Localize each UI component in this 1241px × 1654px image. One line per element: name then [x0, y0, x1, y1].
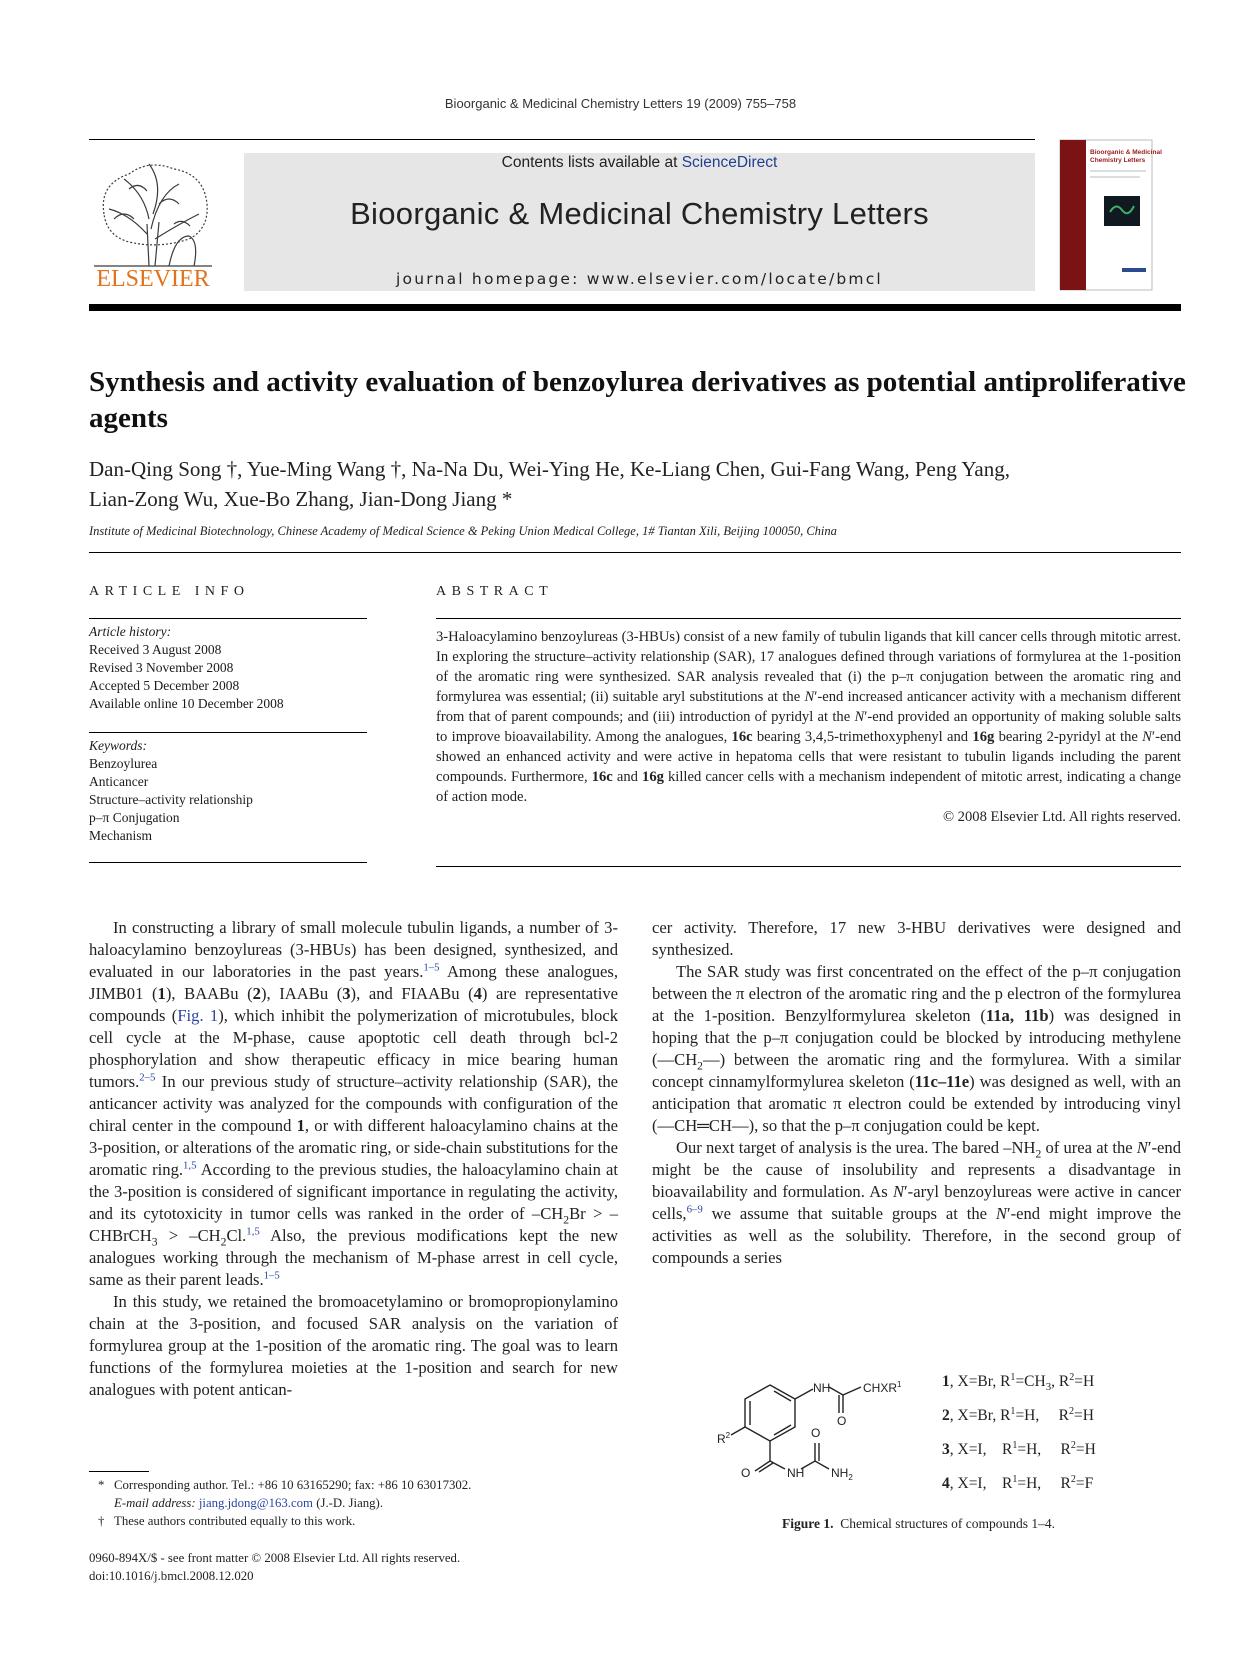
keyword: Structure–activity relationship — [89, 792, 253, 807]
journal-homepage[interactable]: journal homepage: www.elsevier.com/locate/bmcl — [396, 270, 883, 288]
journal-title: Bioorganic & Medicinal Chemistry Letters — [350, 196, 929, 231]
history-revised: Revised 3 November 2008 — [89, 660, 234, 675]
journal-reference: Bioorganic & Medicinal Chemistry Letters 19 (2009) 755–758 — [444, 96, 797, 111]
equal-contribution-note: † These authors contributed equally to this work. — [98, 1514, 356, 1528]
history-accepted: Accepted 5 December 2008 — [89, 678, 240, 693]
compound-3: 3, X=I, $R^1=H$, $R^2=H$ — [942, 1439, 1096, 1458]
article-history — [89, 623, 367, 713]
keyword: Mechanism — [89, 828, 152, 843]
compound-list — [942, 1365, 1182, 1501]
abstract-rule — [436, 618, 1181, 619]
article-info-heading: ARTICLE INFO — [89, 584, 250, 599]
abstract-heading: ABSTRACT — [436, 584, 554, 599]
svg-text:O: O — [837, 1414, 847, 1428]
article-title: Synthesis and activity evaluation of benzoylurea derivatives as potential antiproliferative agents — [89, 366, 1186, 434]
keyword: Anticancer — [89, 774, 149, 789]
abstract-text: 3-Haloacylamino benzoylureas (3-HBUs) consist of a new family of tubulin ligands that kill cancer cells through mitotic arrest. In exploring the structure–activity relationship (SAR), 17 analogues defined through variations of formylurea at the 1-position of the aromatic ring were synthesized. SAR analysis revealed that (i) the p–π conjugation between the aromatic ring and formylurea was essential; (ii) suitable aryl substitutions at the N′-end increased anticancer activity with a mechanism different from that of parent compounds; and (iii) introduction of pyridyl at the N′-end provided an opportunity of making soluble salts to improve bioavailability. Among the analogues, 16c bearing 3,4,5-trimethoxyphenyl and 16g bearing 2-pyridyl at the N′-end showed an enhanced activity and were active in hepatoma cells that were resistant to tubulin ligands including the parent compounds. Furthermore, 16c and 16g killed cancer cells with a mechanism independent of mitotic arrest, indicating a change of action mode. © 2008 Elsevier Ltd. All rights reserved. — [436, 629, 1182, 825]
affiliation: Institute of Medicinal Biotechnology, Chinese Academy of Medical Science & Peking Union Medical College, 1# Tiantan Xili, Beijing 100050, China — [89, 524, 837, 538]
svg-text:NH: NH — [787, 1466, 805, 1480]
figure-caption — [656, 1516, 1181, 1532]
svg-text:NH: NH — [813, 1381, 831, 1395]
svg-text:NH2: $NH_2$ — [831, 1466, 853, 1482]
header-thick-rule — [89, 304, 1181, 311]
paragraph: In constructing a library of small molecule tubulin ligands, a number of 3-haloacylamino benzoylureas (3-HBUs) has been designed, synthesized, and evaluated in our laboratories in the past years.$^{1-5}$ Among these analogues, JIMB01 (1), BAABu (2), IAABu (3), and FIAABu (4) are representative compounds (Fig. 1), which inhibit the polymerization of microtubules, block cell cycle at the M-phase, cause apoptotic cell death through bcl-2 phosphorylation and show therapeutic efficacy in mice bearing human tumors.$^{2-5}$ In our previous study of structure–activity relationship (SAR), the anticancer activity was analyzed for the compounds with configuration of the chiral center in the compound 1, or with different haloacylamino chains at the 3-position, or alterations of the aromatic ring, or side-chain substitutions for the aromatic ring.$^{1,5}$ According to the previous studies, the haloacylamino chain at the 3-position is considered of significant importance in regulating the activity, and its cytotoxicity in tumor cells was ranked in the order of $-CH_2Br$ > –CHBrCH$_3$ > $-CH_2Cl.^{1,5}$ Also, the previous modifications kept the new analogues working through the mechanism of M-phase arrest in cell cycle, same as their parent leads.$^{1-5}$ — [89, 918, 619, 1289]
abstract-copyright: © 2008 Elsevier Ltd. All rights reserved. — [942, 809, 1181, 825]
corresponding-author-note: * Corresponding author. Tel.: +86 10 63165290; fax: +86 10 63017302. — [98, 1478, 472, 1492]
article-info-bottom-rule — [89, 862, 367, 863]
svg-text:O: O — [811, 1426, 821, 1440]
article-info-rule — [89, 618, 367, 619]
elsevier-logo — [89, 154, 217, 292]
affiliation-rule — [89, 552, 1181, 553]
keywords-rule — [89, 732, 367, 733]
elsevier-wordmark: ELSEVIER — [96, 266, 210, 292]
chemical-structure — [715, 1365, 925, 1495]
svg-text:Bioorganic & Medicinal: Bioorganic & Medicinal — [1090, 149, 1162, 156]
footnotes — [98, 1476, 618, 1530]
caption-text: Chemical structures of compounds 1–4. — [840, 1516, 1056, 1531]
keywords-label: Keywords: — [89, 738, 147, 753]
svg-text:R2: $R^2$ — [717, 1431, 731, 1446]
publication-info — [89, 1549, 689, 1585]
header-rule — [89, 139, 1035, 140]
footnote-rule — [89, 1471, 149, 1472]
history-received: Received 3 August 2008 — [89, 642, 222, 657]
compound-4: 4, X=I, $R^1=H$, $R^2=F$ — [942, 1473, 1094, 1492]
keyword: Benzoylurea — [89, 756, 158, 771]
keyword: p–π Conjugation — [89, 810, 180, 825]
journal-cover — [1060, 140, 1162, 290]
paragraph: Our next target of analysis is the urea. The bared $-NH_2$ of urea at the N′-end might be the cause of insolubility and represents a disadvantage in bioavailability and formulation. As N′-aryl benzoylureas were active in cancer cells,$^{6-9}$ we assume that suitable groups at the N′-end might improve the activities as well as the solubility. Therefore, in the second group of compounds a series — [652, 1138, 1182, 1267]
authors-line-2: Lian-Zong Wu, Xue-Bo Zhang, Jian-Dong Jiang * — [89, 487, 513, 511]
paragraph: In this study, we retained the bromoacetylamino or bromopropionylamino chain at the 3-position, and focused SAR analysis on the variation of formylurea group at the 1-position of the aromatic ring. The goal was to learn functions of the formylurea moieties at the 1-position and search for new analogues with potent antican- — [89, 1292, 618, 1399]
svg-text:Chemistry Letters: Chemistry Letters — [1090, 157, 1146, 164]
body-right-column — [652, 917, 1181, 1269]
contents-line — [244, 154, 1035, 172]
compound-2: 2, X=Br, $R^1=H$, $R^2=H$ — [942, 1405, 1094, 1424]
issn-line: 0960-894X/$ - see front matter © 2008 Elsevier Ltd. All rights reserved. — [89, 1551, 461, 1565]
history-label: Article history: — [89, 624, 172, 639]
contents-prefix: Contents lists available at — [501, 154, 682, 171]
email-note: E-mail address: jiang.jdong@163.com (J.-D. Jiang). — [114, 1496, 384, 1510]
history-online: Available online 10 December 2008 — [89, 696, 284, 711]
compound-1: 1, X=Br, $R^1=CH_3$, $R^2=H$ — [942, 1371, 1095, 1394]
abstract-bottom-rule — [436, 866, 1181, 867]
caption-label: Figure 1. — [781, 1516, 834, 1531]
svg-text:O: O — [741, 1466, 751, 1480]
doi-line[interactable]: doi:10.1016/j.bmcl.2008.12.020 — [89, 1569, 254, 1583]
paragraph: cer activity. Therefore, 17 new 3-HBU derivatives were designed and synthesized. — [652, 918, 1181, 959]
author-list — [89, 454, 1189, 514]
email-link[interactable]: jiang.jdong@163.com — [198, 1496, 313, 1510]
paragraph: The SAR study was first concentrated on the effect of the p–π conjugation between the π electron of the aromatic ring and the p electron of the formylurea at the 1-position. Benzylformylurea skeleton (11a, 11b) was designed in hoping that the p–π conjugation could be blocked by introducing methylene $(—CH_2—)$ between the aromatic ring and the formylurea. With a similar concept cinnamylformylurea skeleton (11c–11e) was designed as well, with an anticipation that aromatic π electron could be extended by introducing vinyl (—CH═CH—), so that the p–π conjugation could be kept. — [652, 962, 1182, 1135]
authors-line-1: Dan-Qing Song †, Yue-Ming Wang †, Na-Na Du, Wei-Ying He, Ke-Liang Chen, Gui-Fang Wang, Peng Yang, — [89, 457, 1010, 481]
keywords — [89, 737, 367, 845]
body-left-column — [89, 917, 618, 1401]
sciencedirect-link[interactable]: ScienceDirect — [681, 154, 778, 171]
svg-text:CHXR1: CHXR$^1$ — [863, 1380, 902, 1395]
